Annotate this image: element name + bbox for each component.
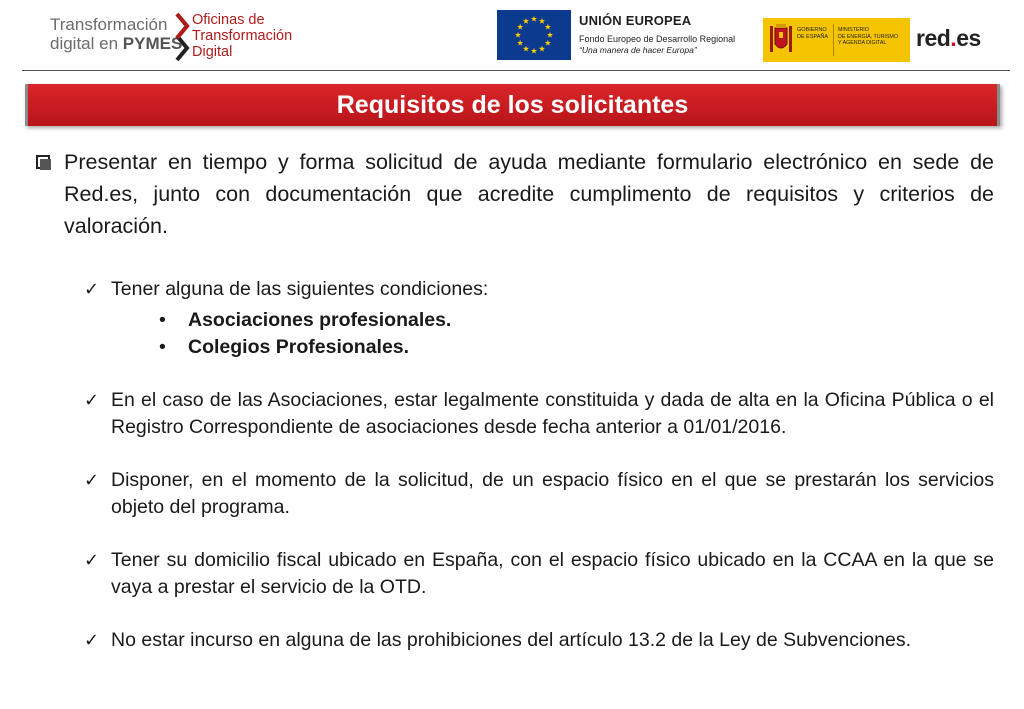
conditions-intro: Tener alguna de las siguientes condiciones: <box>111 278 489 300</box>
check-item-legal <box>84 387 994 441</box>
otd-line1: Oficinas de <box>192 12 265 28</box>
header-divider <box>22 70 1010 71</box>
otd-chevron-icon <box>173 12 191 62</box>
check-mark-icon: ✓ <box>84 630 100 651</box>
eu-star-icon <box>523 18 529 24</box>
gobierno-line2: DE ESPAÑA <box>797 34 829 40</box>
check-item-prohibitions <box>84 627 994 654</box>
condition-option <box>159 334 994 361</box>
redes-dot: . <box>950 25 957 51</box>
check-mark-icon: ✓ <box>84 470 100 491</box>
redes-name: red <box>916 25 951 51</box>
logo-line1: Transformación <box>50 15 168 34</box>
eu-star-icon <box>539 18 545 24</box>
eu-stars <box>497 10 571 60</box>
checkbox-square-icon <box>36 155 50 169</box>
title-band <box>25 84 1000 126</box>
conditions-options <box>84 307 994 361</box>
eu-title: UNIÓN EUROPEA <box>579 13 692 28</box>
check-item-text: En el caso de las Asociaciones, estar legalmente constituida y dada de alta en la Oficina Pública o el Registro Correspondiente de asociaciones desde fecha anterior a 01/01/2016. <box>111 389 994 438</box>
eu-motto: “Una manera de hacer Europa” <box>579 45 697 55</box>
gobierno-ministerio-logo <box>763 18 910 62</box>
eu-star-icon <box>515 32 521 38</box>
ministerio-label <box>838 27 898 47</box>
eu-star-icon <box>539 46 545 52</box>
check-item-text: Tener su domicilio fiscal ubicado en España, con el espacio físico ubicado en la CCAA en la que se vaya a prestar el servicio de la OTD. <box>111 549 994 598</box>
eu-subtitle: Fondo Europeo de Desarrollo Regional <box>579 34 736 44</box>
page-title: Requisitos de los solicitantes <box>336 90 689 119</box>
condition-option <box>159 307 994 334</box>
check-mark-icon: ✓ <box>84 279 100 300</box>
gobierno-label <box>797 27 828 41</box>
bullet-icon: • <box>159 336 166 358</box>
requirements-content <box>36 146 994 680</box>
gobierno-line1: GOBIERNO <box>797 27 827 33</box>
check-item-space <box>84 467 994 521</box>
check-item-conditions <box>84 276 994 303</box>
header-bar <box>0 0 1024 72</box>
condition-option-text: Colegios Profesionales. <box>188 336 410 358</box>
eu-star-icon <box>531 16 537 22</box>
ministerio-line2: DE ENERGÍA, TURISMO <box>838 33 898 40</box>
check-mark-icon: ✓ <box>84 390 100 411</box>
otd-label <box>192 12 292 60</box>
redes-tld: es <box>956 25 981 51</box>
check-item-text: Disponer, en el momento de la solicitud, de un espacio físico en el que se prestarán los servicios objeto del programa. <box>111 469 994 518</box>
eu-star-icon <box>517 24 523 30</box>
eu-flag-icon <box>497 10 571 60</box>
eu-star-icon <box>547 32 553 38</box>
eu-star-icon <box>545 40 551 46</box>
logo-tagline <box>50 15 182 53</box>
ministerio-line3: Y AGENDA DIGITAL <box>838 40 887 47</box>
eu-label <box>579 13 735 55</box>
ministerio-line1: MINISTERIO <box>838 27 869 33</box>
condition-option-text: Asociaciones profesionales. <box>188 309 452 331</box>
check-item-domicile <box>84 547 994 601</box>
logo-line2-bold: PYMES <box>122 34 183 53</box>
main-requirement <box>36 146 994 242</box>
gov-divider <box>833 24 834 56</box>
logo-line2-prefix: digital en <box>50 34 119 53</box>
main-requirement-text: Presentar en tiempo y forma solicitud de ayuda mediante formulario electrónico en sede de Red.es, junto con documentación que acredite cumplimento de requisitos y criterios de valoración. <box>64 150 994 238</box>
redes-logo <box>916 25 981 52</box>
check-mark-icon: ✓ <box>84 550 100 571</box>
bullet-icon: • <box>159 309 166 331</box>
spain-coat-of-arms-icon <box>768 22 794 58</box>
otd-line3: Digital <box>192 44 233 60</box>
eu-star-icon <box>531 48 537 54</box>
check-item-text: No estar incurso en alguna de las prohibiciones del artículo 13.2 de la Ley de Subvenciones. <box>111 629 912 651</box>
otd-line2: Transformación <box>192 28 293 44</box>
eu-star-icon <box>545 24 551 30</box>
eu-star-icon <box>523 46 529 52</box>
eu-star-icon <box>517 40 523 46</box>
requirement-checklist <box>36 276 994 654</box>
